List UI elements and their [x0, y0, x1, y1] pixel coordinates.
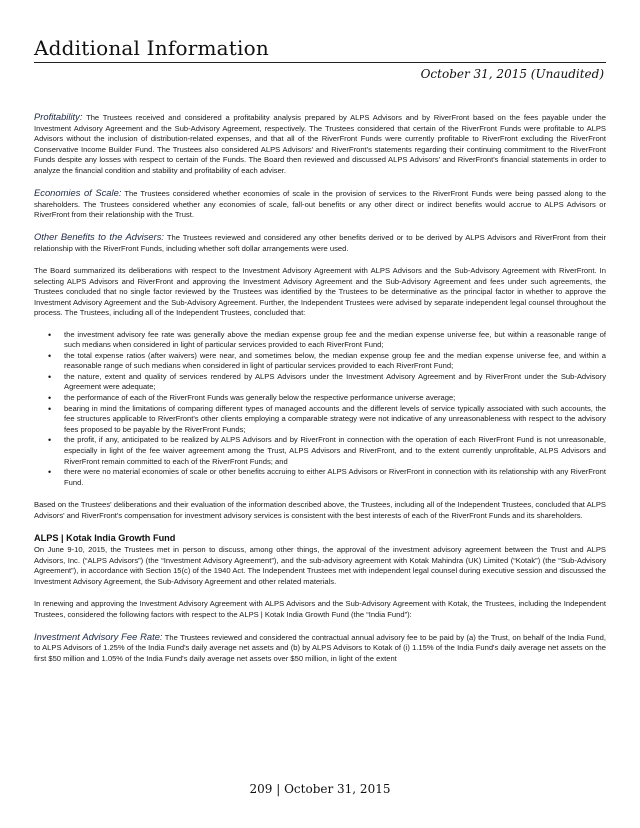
profitability-lead: Profitability: [34, 111, 83, 122]
conclusions-list [34, 330, 606, 489]
other-benefits-paragraph [34, 232, 606, 254]
profitability-paragraph [34, 112, 606, 177]
economies-paragraph [34, 188, 606, 221]
kotak-renewal-paragraph: In renewing and approving the Investment Advisory Agreement with ALPS Advisors and the Sub-Advisory Agreement with Kotak, the Trustees, including the Independent Trustees, considered the following factors with respect to the ALPS | Kotak India Growth Fund (the “India Fund”): [34, 599, 606, 619]
list-item [34, 330, 606, 351]
kotak-section-heading: ALPS | Kotak India Growth Fund [34, 532, 176, 543]
list-item-text: the total expense ratios (after waivers) were near, and sometimes below, the median expense group fee and the median expense universe fee, and within a reasonable range of such medians when considered in light of particular services provided to each RiverFront Fund; [64, 350, 606, 371]
title-rule [34, 62, 606, 63]
bullet-icon: • [48, 371, 52, 382]
profitability-text: The Trustees received and considered a profitability analysis prepared by ALPS Advisors and by RiverFront based on the fees payable under the Investment Advisory Agreement and the Sub-Advisory Agreement, respectively. The Trustees considered that certain of the RiverFront Funds were profitable to ALPS Advisors without the inclusion of distribution-related expenses, and that all of the RiverFront Funds were currently profitable to RiverFront excluding the RiverFront Conservative Income Builder Fund. The Trustees also considered ALPS Advisors' and RiverFront's statements regarding their continuing commitment to the RiverFront Funds despite any losses with respect to certain of the Funds. The Board then reviewed and discussed ALPS Advisors' and RiverFront's financial statements in order to analyze the financial condition and stability and profitability of each adviser. [34, 113, 606, 175]
list-item-text: the performance of each of the RiverFront Funds was generally below the respective performance universe average; [64, 393, 456, 403]
list-item [34, 372, 606, 393]
other-benefits-text: The Trustees reviewed and considered any other benefits derived or to be derived by ALPS Advisors and RiverFront from their relationship with the RiverFront Funds, including whether soft dollar arrangements were used. [34, 233, 607, 253]
bullet-icon: • [48, 435, 52, 446]
other-benefits-lead: Other Benefits to the Advisers: [34, 231, 165, 243]
body-content [34, 112, 606, 676]
kotak-intro-paragraph: On June 9-10, 2015, the Trustees met in person to discuss, among other things, the approval of the investment advisory agreement between the Trust and ALPS Advisors, Inc. (“ALPS Advisors”) (the “Investment Advisory Agreement”), and the sub-advisory agreement with Kotak Mahindra (UK) Limited (“Kotak”) (the “Sub-Advisory Agreement”), in accordance with Section 15(c) of the 1940 Act. The Independent Trustees met with independent legal counsel during executive session and discussed the Investment Advisory Agreement, the Sub-Advisory Agreement and other related materials. [34, 545, 606, 586]
list-item [34, 351, 606, 372]
page-date: October 31, 2015 (Unaudited) [420, 67, 604, 81]
page-footer: 209 | October 31, 2015 [249, 782, 391, 796]
conclusion-paragraph: Based on the Trustees' deliberations and their evaluation of the information described above, the Trustees, including all of the Independent Trustees, concluded that ALPS Advisors' and RiverFront's compensation for investment advisory services is consistent with the best interests of each of the RiverFront Funds and its shareholders. [34, 499, 606, 520]
bullet-icon: • [48, 329, 52, 340]
list-item [34, 404, 606, 436]
economies-text: The Trustees considered whether economies of scale in the provision of services to the RiverFront Funds were being passed along to the shareholders. The Trustees considered whether any economies of scale, fall-out benefits or any other direct or indirect benefits would accrue to ALPS Advisors or RiverFront from their relationship with the Trust. [34, 189, 606, 220]
list-item-text: there were no material economies of scale or other benefits accruing to either ALPS Advisors or RiverFront in connection with its relationship with any RiverFront Fund. [64, 467, 606, 487]
board-summary-paragraph: The Board summarized its deliberations with respect to the Investment Advisory Agreement with ALPS Advisors and the Sub-Advisory Agreement with RiverFront. In selecting ALPS Advisors and RiverFront and approving the Investment Advisory Agreement and the Sub-Advisory Agreement and fees under such agreements, the Trustees concluded that no single factor reviewed by the Trustees was identified by the Trustees to be determinative as the principal factor in whether to approve the Investment Advisory Agreement and the Sub-Advisory Agreement. Further, the Independent Trustees were advised by separate independent legal counsel throughout the process. The Trustees, including all of the Independent Trustees, concluded that: [34, 266, 606, 318]
fee-rate-text: The Trustees reviewed and considered the contractual annual advisory fee to be paid by (a) the Trust, on behalf of the India Fund, to ALPS Advisors of 1.25% of the India Fund's daily average net assets and (b) by ALPS Advisors to Kotak of (i) 1.15% of the India Fund's daily average net assets on the first $50 million and 1.05% of the India Fund's daily average net assets over $50 million, in light of the extent [34, 632, 606, 663]
list-item-text: the profit, if any, anticipated to be realized by ALPS Advisors and by RiverFront in connection with the operation of each RiverFront Fund is not unreasonable, especially in light of the fee waiver agreement among the Trust, ALPS Advisors and RiverFront, and to the extent currently unprofitable, ALPS Advisors and RiverFront remain committed to each of the RiverFront Funds; and [64, 435, 606, 466]
bullet-icon: • [48, 350, 52, 361]
bullet-icon: • [48, 467, 52, 478]
fee-rate-lead: Investment Advisory Fee Rate: [34, 630, 163, 642]
list-item [34, 467, 606, 488]
fee-rate-paragraph [34, 632, 606, 665]
list-item-text: bearing in mind the limitations of comparing different types of managed accounts and the different levels of service typically associated with such accounts, the fee structures applicable to RiverFront's other clients employing a comparable strategy were not indicative of any unreasonableness with respect to the advisory fees proposed to be payable by the RiverFront Funds; [64, 403, 606, 434]
list-item-text: the nature, extent and quality of services rendered by ALPS Advisors under the Investment Advisory Agreement and by RiverFront under the Sub-Advisory Agreement were adequate; [64, 371, 606, 392]
list-item-text: the investment advisory fee rate was generally above the median expense group fee and the median expense universe fee, but within a reasonable range of such medians when considered in light of particular services provided to each RiverFront Fund; [64, 329, 606, 350]
list-item [34, 393, 606, 404]
bullet-icon: • [48, 403, 52, 414]
page-title: Additional Information [34, 36, 269, 60]
economies-lead: Economies of Scale: [34, 187, 122, 199]
list-item [34, 435, 606, 467]
bullet-icon: • [48, 393, 52, 404]
